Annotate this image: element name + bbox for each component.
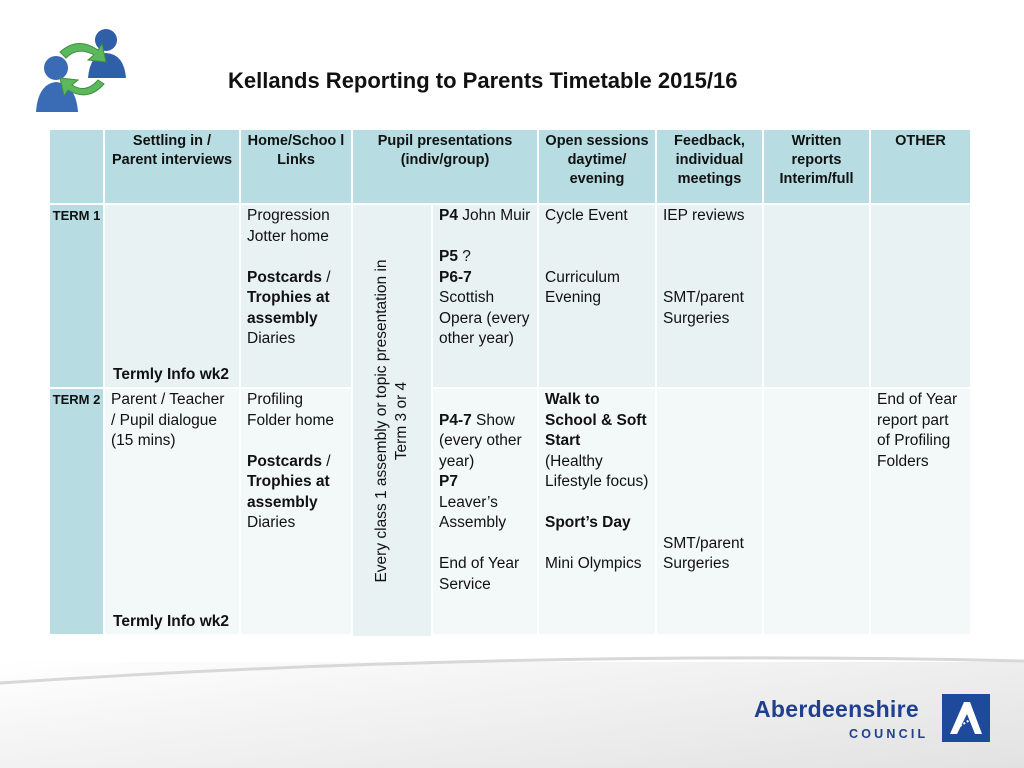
page-title: Kellands Reporting to Parents Timetable 2015/16 — [228, 68, 738, 93]
term-1-termly-info: Termly Info wk2 — [113, 365, 229, 383]
term-2-label: TERM 2 — [50, 389, 105, 636]
term-2-settling-cell — [105, 389, 241, 636]
term-1-open-cell — [539, 205, 657, 389]
term-2-p7-text: Leaver’s Assembly — [439, 493, 507, 531]
footer-swoosh — [0, 655, 1024, 695]
term-1-cycle-event: Cycle Event — [545, 207, 628, 224]
term-1-pupil-cell — [433, 205, 539, 389]
term-2-end-of-year-service: End of Year Service — [439, 555, 520, 593]
term-1-label: TERM 1 — [50, 205, 105, 389]
term-1-curriculum-evening: Curriculum Evening — [545, 268, 620, 306]
header-open-sessions: Open sessions daytime/ evening — [539, 130, 657, 205]
header-pupil-presentations: Pupil presentations (indiv/group) — [353, 130, 539, 205]
term-1-written-cell — [764, 205, 871, 389]
term-2-home-postcards: Postcards / Trophies at assembly — [247, 452, 331, 511]
term-2-healthy-lifestyle: (Healthy Lifestyle focus) — [545, 452, 649, 490]
header-settling-in: Settling in / Parent interviews — [105, 130, 241, 205]
term-1-home-line: Progression Jotter home — [247, 207, 330, 245]
council-name: Aberdeenshire — [754, 696, 919, 722]
term-2-sports-day: Sport’s Day — [545, 514, 631, 531]
term-1-settling-cell — [105, 205, 241, 389]
term-2-p47: P4-7 Show (every other year) — [439, 411, 522, 470]
term-2-home-diaries: Diaries — [247, 514, 296, 531]
term-1-iep-reviews: IEP reviews — [663, 207, 745, 224]
term-1-smt-surgeries: SMT/parent Surgeries — [663, 289, 744, 327]
term-2-feedback-cell — [657, 389, 764, 636]
term-1-p4: P4 John Muir — [439, 207, 531, 224]
term-2-other-cell: End of Year report part of Profiling Folders — [871, 389, 972, 636]
rotated-presentation-note: Every class 1 assembly or topic presentation in Term 3 or 4 — [373, 258, 410, 583]
header-feedback: Feedback, individual meetings — [657, 130, 764, 205]
header-home-school-links: Home/Schoo l Links — [241, 130, 353, 205]
aberdeenshire-council-logo — [754, 696, 990, 744]
rotated-presentation-cell — [353, 205, 433, 636]
term-1-p5: P5 ? — [439, 248, 471, 265]
term-2-home-line: Profiling Folder home — [247, 391, 335, 429]
term-1-p67-text: Scottish Opera (every other year) — [439, 289, 530, 347]
term-2-open-cell — [539, 389, 657, 636]
council-sub: COUNCIL — [849, 727, 929, 741]
term-2-p7-label: P7 — [439, 473, 458, 490]
term-1-feedback-cell — [657, 205, 764, 389]
term-2-dialogue-duration: (15 mins) — [111, 432, 176, 449]
people-cycle-logo-icon — [32, 22, 132, 118]
header-written-reports: Written reports Interim/full — [764, 130, 871, 205]
term-1-p67-label: P6-7 — [439, 268, 472, 286]
header-other: OTHER — [871, 130, 972, 205]
term-1-other-cell — [871, 205, 972, 389]
term-2-home-cell — [241, 389, 353, 636]
term-1-home-postcards: Postcards / Trophies at assembly — [247, 268, 331, 327]
term-2-mini-olympics: Mini Olympics — [545, 555, 642, 572]
term-2-dialogue: Parent / Teacher / Pupil dialogue — [111, 391, 225, 429]
term-2-smt-surgeries: SMT/parent Surgeries — [663, 534, 744, 572]
term-1-home-diaries: Diaries — [247, 330, 296, 347]
term-2-pupil-cell — [433, 389, 539, 636]
term-2-walk-to-school: Walk to School & Soft Start — [545, 391, 647, 449]
council-a-mark-icon — [942, 694, 990, 742]
timetable-grid — [50, 130, 972, 636]
header-corner — [50, 130, 105, 205]
term-2-termly-info: Termly Info wk2 — [113, 612, 229, 630]
term-1-home-cell — [241, 205, 353, 389]
term-2-written-cell — [764, 389, 871, 636]
